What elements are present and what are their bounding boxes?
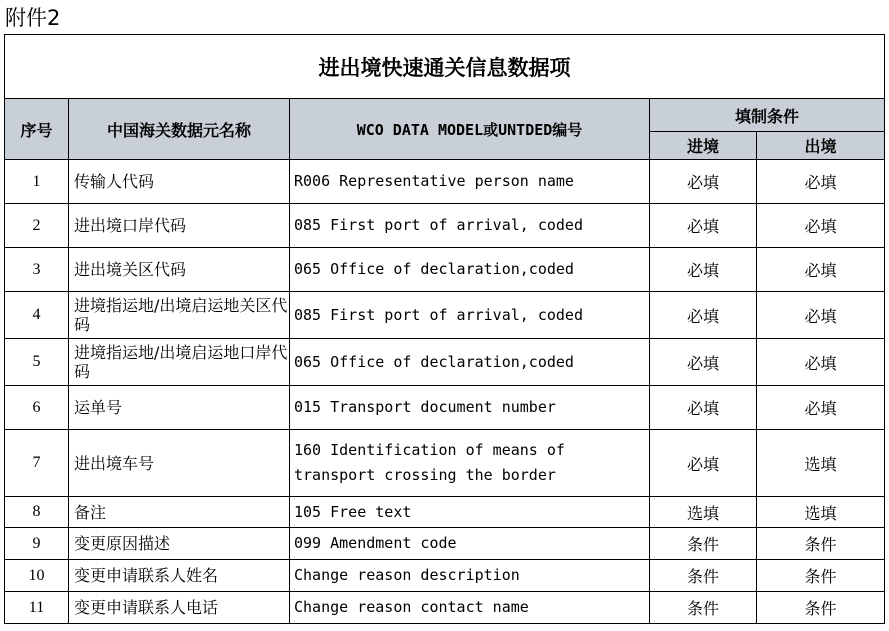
table-row	[5, 592, 885, 624]
header-wco: WCO DATA MODEL或UNTDED编号	[290, 99, 650, 160]
row-number: 2	[5, 204, 69, 248]
row-number: 3	[5, 248, 69, 292]
data-element-name: 变更原因描述	[69, 528, 290, 560]
outbound-requirement: 选填	[757, 497, 885, 528]
data-element-name: 备注	[69, 497, 290, 528]
row-number: 10	[5, 560, 69, 592]
outbound-requirement: 选填	[757, 430, 885, 497]
table-row	[5, 248, 885, 292]
wco-code: 065 Office of declaration,coded	[290, 248, 650, 292]
header-row	[5, 99, 885, 132]
header-condition: 填制条件	[650, 99, 885, 132]
table-row	[5, 292, 885, 339]
wco-code: 160 Identification of means of transport crossing the border	[290, 430, 650, 497]
data-element-name: 进出境车号	[69, 430, 290, 497]
wco-code: Change reason description	[290, 560, 650, 592]
outbound-requirement: 必填	[757, 292, 885, 339]
wco-code: 105 Free text	[290, 497, 650, 528]
data-element-name: 进境指运地/出境启运地关区代码	[69, 292, 290, 339]
inbound-requirement: 必填	[650, 386, 757, 430]
table-row	[5, 386, 885, 430]
row-number: 9	[5, 528, 69, 560]
attachment-label: 附件2	[5, 6, 61, 30]
inbound-requirement: 条件	[650, 592, 757, 624]
data-element-name: 变更申请联系人姓名	[69, 560, 290, 592]
title-row	[5, 35, 885, 99]
table-title: 进出境快速通关信息数据项	[5, 35, 885, 99]
wco-code: 099 Amendment code	[290, 528, 650, 560]
table-row	[5, 160, 885, 204]
row-number: 8	[5, 497, 69, 528]
table-row	[5, 430, 885, 497]
table-row	[5, 528, 885, 560]
inbound-requirement: 选填	[650, 497, 757, 528]
row-number: 11	[5, 592, 69, 624]
wco-code: R006 Representative person name	[290, 160, 650, 204]
row-number: 6	[5, 386, 69, 430]
row-number: 1	[5, 160, 69, 204]
row-number: 7	[5, 430, 69, 497]
data-element-name: 变更申请联系人电话	[69, 592, 290, 624]
header-no: 序号	[5, 99, 69, 160]
header-inbound: 进境	[650, 132, 757, 160]
wco-code: 015 Transport document number	[290, 386, 650, 430]
wco-code: 065 Office of declaration,coded	[290, 339, 650, 386]
inbound-requirement: 条件	[650, 560, 757, 592]
wco-code: 085 First port of arrival, coded	[290, 292, 650, 339]
outbound-requirement: 必填	[757, 339, 885, 386]
table-row	[5, 497, 885, 528]
data-element-name: 进出境口岸代码	[69, 204, 290, 248]
data-element-name: 传输人代码	[69, 160, 290, 204]
data-element-name: 进境指运地/出境启运地口岸代码	[69, 339, 290, 386]
table-row	[5, 204, 885, 248]
outbound-requirement: 必填	[757, 386, 885, 430]
data-items-table	[4, 34, 885, 624]
row-number: 4	[5, 292, 69, 339]
inbound-requirement: 必填	[650, 248, 757, 292]
inbound-requirement: 必填	[650, 339, 757, 386]
inbound-requirement: 必填	[650, 204, 757, 248]
header-outbound: 出境	[757, 132, 885, 160]
outbound-requirement: 条件	[757, 592, 885, 624]
wco-code: 085 First port of arrival, coded	[290, 204, 650, 248]
outbound-requirement: 必填	[757, 160, 885, 204]
inbound-requirement: 条件	[650, 528, 757, 560]
outbound-requirement: 条件	[757, 560, 885, 592]
row-number: 5	[5, 339, 69, 386]
header-name: 中国海关数据元名称	[69, 99, 290, 160]
outbound-requirement: 必填	[757, 204, 885, 248]
inbound-requirement: 必填	[650, 160, 757, 204]
outbound-requirement: 条件	[757, 528, 885, 560]
wco-code: Change reason contact name	[290, 592, 650, 624]
table-row	[5, 560, 885, 592]
data-element-name: 运单号	[69, 386, 290, 430]
inbound-requirement: 必填	[650, 430, 757, 497]
inbound-requirement: 必填	[650, 292, 757, 339]
table-row	[5, 339, 885, 386]
data-element-name: 进出境关区代码	[69, 248, 290, 292]
outbound-requirement: 必填	[757, 248, 885, 292]
